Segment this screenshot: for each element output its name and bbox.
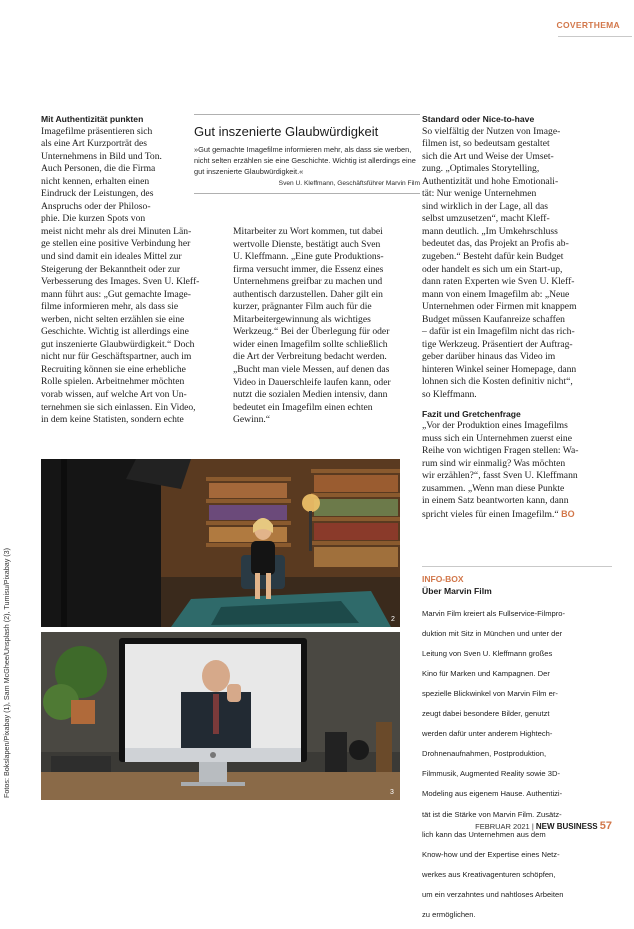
quote-title: Gut inszenierte Glaubwürdigkeit — [194, 124, 379, 139]
footer-separator: | — [531, 822, 534, 831]
text-line: filme informieren mehr, als dass sie — [41, 301, 179, 313]
infobox-title: Über Marvin Film — [422, 586, 492, 596]
quote-rule-bottom — [194, 193, 420, 194]
text-line: U. Kleffmann. „Eine gute Produktions- — [233, 251, 384, 263]
text-line: bedeutet ein Imagefilm einen echten — [233, 401, 373, 413]
photo-library-interview — [41, 459, 400, 627]
article-column-3 — [422, 113, 612, 521]
photo-number-2: 2 — [391, 616, 395, 623]
text-line: um ein verzahntes und nahtloses Arbeiten — [422, 889, 564, 899]
text-line: Geschichte. Wichtig ist allerdings eine — [41, 326, 189, 338]
text-line: Werkzeug.“ Bei der Überlegung für oder — [233, 326, 390, 338]
text-line: vorab wissen, auf welche Art von Un- — [41, 388, 187, 400]
text-line: wir erzählen?“, fasst Sven U. Kleffmann — [422, 470, 578, 482]
text-line: Unternehmens in Bild und Ton. — [41, 150, 162, 162]
text-line: hinteren Winkel seiner Homepage, dann — [422, 363, 577, 375]
text-line: ge stellen eine positive Verbindung her — [41, 238, 191, 250]
section-divider — [558, 36, 632, 37]
text-line: gut inszenierte Glaubwürdigkeit.“ Doch — [41, 338, 195, 350]
author-initials: BO — [561, 508, 575, 519]
quote-signature: Sven U. Kleffmann, Geschäftsführer Marvin Film — [278, 180, 420, 187]
infobox-divider — [422, 566, 612, 567]
text-line: Drohnenaufnahmen, Postproduktion, — [422, 749, 547, 759]
text-line: Auch Personen, die die Firma — [41, 163, 156, 175]
text-line: Kino für Marken und Kampagnen. Der — [422, 668, 550, 678]
text-line: authentisch darzustellen. Daher gilt ein — [233, 288, 383, 300]
text-line: Recruiting können sie eine erhebliche — [41, 363, 186, 375]
photo-monitor-thumbs-up — [41, 632, 400, 800]
text-line: so Kleffmann. — [422, 388, 477, 400]
text-line: zeugt dabei besondere Bilder, genutzt — [422, 709, 550, 719]
subheading-authenticity: Mit Authentizität punkten — [41, 114, 144, 124]
text-line: nutzt die sozialen Medien intensiv, dann — [233, 389, 388, 401]
text-line: muss sich ein Unternehmen zuerst eine — [422, 432, 572, 444]
text-line: tige Werkzeug. Präsentiert der Auftrag- — [422, 338, 573, 350]
text-line: mann führt aus: „Gut gemachte Image- — [41, 288, 191, 300]
text-line: in einem Satz beantworten kann, dann — [422, 495, 569, 507]
text-line: zung. „Optimales Storytelling, — [422, 163, 540, 175]
text-line: Rolle spielen. Arbeitnehmer möchten — [41, 376, 185, 388]
monitor-scene-illustration — [41, 632, 400, 800]
text-line: zusammen. „Wenn man diese Punkte — [422, 482, 565, 494]
quote-rule-top — [194, 114, 420, 115]
text-line: Gewinn.“ — [233, 414, 271, 426]
text-line: werkes aus Kreativagenturen schöpfen, — [422, 869, 556, 879]
text-line: sind wirklich in der Lage, all das — [422, 200, 549, 212]
text-line: wider einen Imagefilm sollte schließlich — [233, 338, 388, 350]
text-line: filmen ist, so bedeutsam gestaltet — [422, 138, 550, 150]
text-line: Unternehmen oder Firmen mit knappem — [422, 301, 577, 313]
text-line: Anspruchs oder der Philoso- — [41, 200, 151, 212]
text-line: Eindruck der Leistungen, des — [41, 188, 154, 200]
text-line: rum sind wir einmalig? Was möchten — [422, 457, 566, 469]
text-line: So vielfältig der Nutzen von Image- — [422, 125, 561, 137]
text-line: zugeben.“ Besteht dafür kein Budget — [422, 250, 564, 262]
text-line: – dafür ist ein Imagefilm nicht das rich- — [422, 326, 575, 338]
text-line: in dem keine Statisten, sondern echte — [41, 414, 184, 426]
infobox-label: INFO-BOX — [422, 574, 464, 584]
text-line: Reihe von wichtigen Fragen stellen: Wa- — [422, 445, 579, 457]
subheading-standard: Standard oder Nice-to-have — [422, 114, 535, 124]
text-line: Unternehmens greifbar zu machen und — [233, 276, 383, 288]
text-line: nicht nur für Geschäftspartner, auch im — [41, 351, 192, 363]
subheading-conclusion: Fazit und Gretchenfrage — [422, 408, 521, 419]
photo-credit: Fotos: Bokslapen/Pixabay (1), Sam McGhee/Unsplash (2), Tumisu/Pixabay (3) — [2, 547, 11, 798]
text-line: die Art der Verbreitung bedacht werden. — [233, 351, 387, 363]
text-line: zu ermöglichen. — [422, 910, 476, 919]
text-line: Modeling aus eigenem Hause. Authentizi- — [422, 789, 563, 799]
text-line: Budget müssen Kaufanreize schaffen — [422, 313, 565, 325]
pull-quote-box — [194, 114, 420, 194]
text-line: Video in Dauerschleife laufen kann, oder — [233, 376, 391, 388]
photo-number-3: 3 — [390, 789, 394, 796]
text-line: duktion mit Sitz in München und unter der — [422, 628, 563, 638]
text-line: Mitarbeiter zu Wort kommen, tut dabei — [233, 226, 383, 237]
text-line: meist nicht mehr als drei Minuten Län- — [41, 225, 192, 237]
text-line: lohnen sich die Kosten definitiv nicht“, — [422, 376, 573, 388]
text-line: tät ist die Stärke von Marvin Film. Zusätz- — [422, 809, 562, 819]
text-line: phie. Die kurzen Spots von — [41, 213, 146, 225]
text-line: ternehmen sie sich einlassen. Ein Video, — [41, 401, 196, 413]
text-line: lich kann das Unternehmen aus dem — [422, 829, 546, 839]
text-line: Verbesserung des Images. Sven U. Kleff- — [41, 276, 200, 288]
text-line: dann raten Experten wie Sven U. Kleff- — [422, 276, 575, 288]
text-line: Mitarbeitergewinnung als wichtiges — [233, 313, 371, 325]
text-line: und sind damit ein ideales Mittel zur — [41, 250, 182, 262]
text-line: kurzer, prägnanter Film auch für die — [233, 301, 372, 313]
text-line: mann von einem Imagefilm ab: „Neue — [422, 288, 570, 300]
closing-line: spricht vieles für einen Imagefilm.“ BO — [422, 508, 575, 520]
quote-text: »Gut gemachte Imagefilme informieren mehr, als dass sie werben, nicht selten erzählen sie eine Geschichte. Wichtig ist allerdings eine gut inszenierte Glaubwürdigkeit.« — [194, 145, 416, 176]
text-line: werben, nicht selten erzählen sie eine — [41, 313, 185, 325]
article-column-1 — [41, 113, 200, 427]
text-line: „Vor der Produktion eines Imagefilms — [422, 420, 568, 432]
text-line: Filmmusik, Augmented Reality sowie 3D- — [422, 769, 560, 779]
text-line: nicht kennen, erhalten einen — [41, 175, 150, 187]
page-number: 57 — [599, 820, 612, 832]
text-line: Imagefilme präsentieren sich — [41, 125, 153, 137]
text-line: spezielle Blickwinkel von Marvin Film er- — [422, 688, 558, 698]
article-column-2 — [233, 226, 413, 427]
text-line: sich die Art und Weise der Umset- — [422, 150, 554, 162]
text-line: oder handelt es sich um ein Start-up, — [422, 263, 563, 275]
text-line: werden dafür unter anderem Hightech- — [422, 729, 553, 739]
library-scene-illustration — [41, 459, 400, 627]
page-footer — [475, 820, 612, 832]
text-line: selbst umzusetzen“, macht Kleff- — [422, 213, 550, 225]
magazine-name: NEW BUSINESS — [535, 822, 598, 831]
infobox-text — [422, 600, 612, 929]
text-line: Authentizität und hohe Emotionali- — [422, 175, 559, 187]
text-line: wertvolle Dienste, bestätigt auch Sven — [233, 238, 381, 250]
text-line: tät: Nur wenige Unternehmen — [422, 188, 537, 200]
text-line: „Bucht man viele Messen, auf denen das — [233, 364, 390, 376]
text-line: Leitung von Sven U. Kleffmann großes — [422, 648, 553, 658]
text-line: firma versucht immer, die Essenz eines — [233, 263, 384, 275]
issue-date: FEBRUAR 2021 — [475, 822, 530, 831]
text-line: Marvin Film kreiert als Fullservice-Filmpro- — [422, 608, 566, 618]
text-line: Know-how und der Expertise eines Netz- — [422, 849, 560, 859]
text-line: bedeutet das, das Projekt an Profis ab- — [422, 238, 569, 250]
text-line: als eine Art Kurzporträt des — [41, 138, 148, 150]
text-line: Steigerung der Bekanntheit oder zur — [41, 263, 181, 275]
section-label: COVERTHEMA — [556, 20, 620, 30]
text-line: mann deutlich. „Im Umkehrschluss — [422, 225, 558, 237]
text-line: geber darüber hinaus das Video im — [422, 351, 556, 363]
